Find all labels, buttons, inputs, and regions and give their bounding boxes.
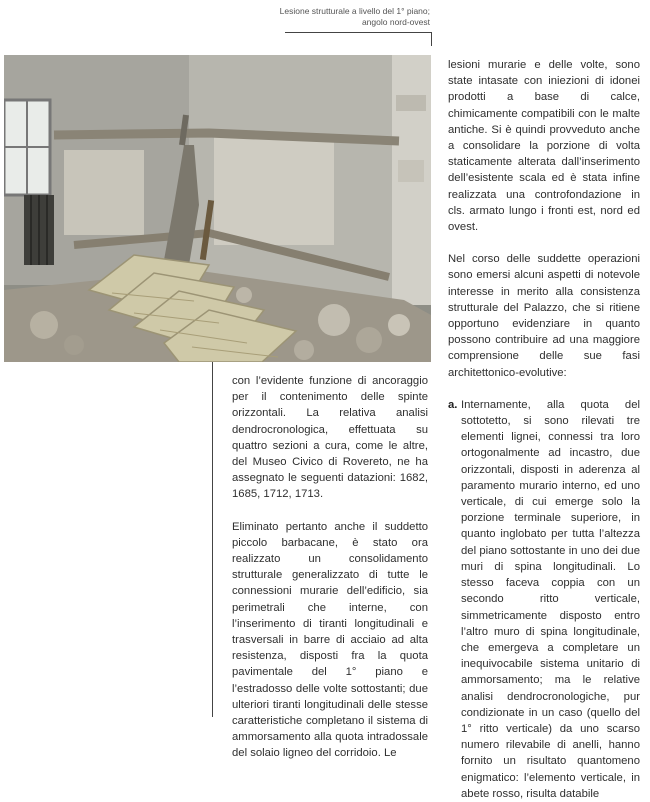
- right-paragraph-2: Nel corso delle suddette operazioni sono emersi alcuni aspetti di notevole interesse in merito alla consistenza strutturale del Palazzo, che si ritiene opportuno evidenziare in quanto possono contribuire ad una maggiore comprensione delle sue fasi architettonico-evolutive:: [448, 253, 640, 379]
- caption-line-1: Lesione strutturale a livello del 1° piano;: [279, 6, 430, 16]
- right-text-column: [448, 57, 640, 802]
- column-rule: [212, 362, 213, 717]
- caption-leader-vertical: [431, 32, 432, 46]
- middle-text-column: [232, 373, 428, 762]
- list-item-a: [448, 397, 640, 802]
- list-item-text: Internamente, alla quota del sottotetto, si sono rilevati tre elementi lignei, connessi tra loro ortogonalmente ad incastro, due orizzontali, disposti in aderenza al paramento murario interno, ed uno verticale, di cui emerge solo la porzione terminale superiore, in quanto inglobato per tutta l’altezza del piano sottostante in uno dei due muri di spina longitudinali. Lo stesso faceva coppia con un secondo ritto verticale, simmetricamente disposto entro l’altro muro di spina longitudinale, che emergeva a completare un inequivocabile sistema unitario di ammorsamento; ma le relative analisi dendrocronologiche, pur condizionate in un caso (quello del 1° ritto verticale) da uno scarso numero rilevabile di anelli, hanno fornito un risultato quantomeno enigmatico: l’elemento verticale, in abete rosso, risulta databile: [461, 398, 640, 800]
- list-item-letter: a.: [448, 398, 458, 411]
- right-paragraph-1: lesioni murarie e delle volte, sono state intasate con iniezioni di idonei prodotti a base di calce, chimicamente compatibili con le malte antiche. Si è quindi provveduto anche a consolidare la porzione di volta staticamente alterata dall’inserimento dell’esistente scala ed è stata infine realizzata una controfondazione in cls. armato lungo i fronti est, nord ed ovest.: [448, 59, 640, 234]
- middle-paragraph-2: Eliminato pertanto anche il suddetto piccolo barbacane, è stato ora realizzato un consolidamento strutturale generalizzato di tutte le connessioni murarie dell’edificio, sia perimetrali che interne, con l’inserimento di tiranti longitudinali e trasversali in barre di acciaio ad alta resistenza, disposti fra la quota pavimentale del 1° piano e l’estradosso delle volte sottostanti; due ulteriori tiranti longitudinali delle stesse caratteristiche completano il sistema di ammorsamento alla quota intradossale del solaio ligneo del corridoio. Le: [232, 520, 428, 760]
- caption-line-2: angolo nord-ovest: [361, 17, 430, 27]
- caption-leader-horizontal: [285, 32, 432, 33]
- middle-paragraph-1: con l’evidente funzione di ancoraggio per il contenimento delle spinte orizzontali. La relativa analisi dendrocronologica, effettuata su quattro sezioni a cura, come le altre, del Museo Civico di Rovereto, ne ha assegnato le seguenti datazioni: 1682, 1685, 1712, 1713.: [232, 375, 428, 501]
- structural-damage-photo: [4, 55, 431, 362]
- figure-caption: [236, 6, 430, 28]
